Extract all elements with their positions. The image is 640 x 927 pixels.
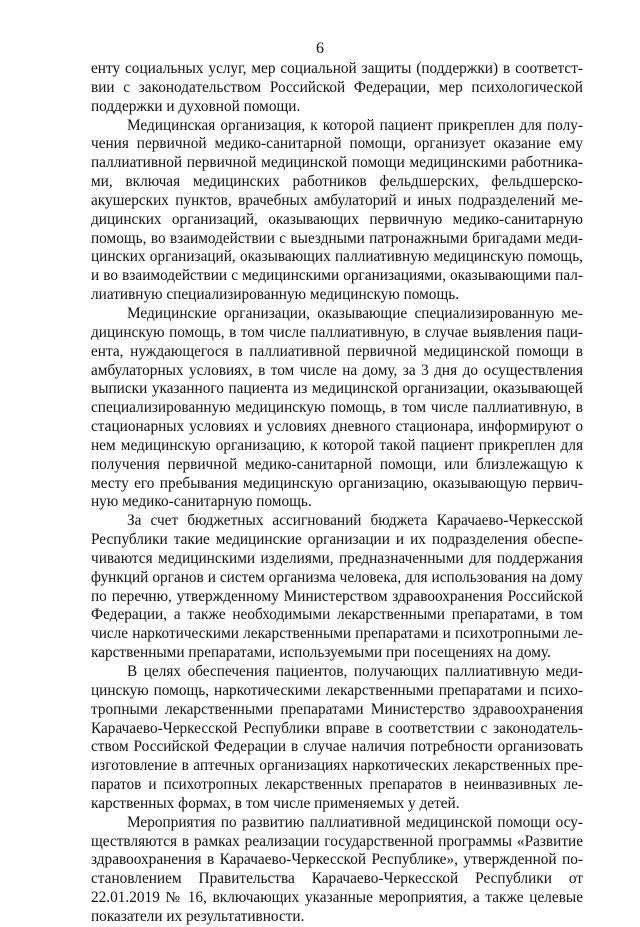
page-number: 6	[316, 40, 324, 57]
text-line: дицинскую помощь, в том числе паллиативную, в случае выявления паци-	[91, 323, 583, 341]
text-line: ми, включая медицинских работников фельдшерских, фельдшерско-	[91, 173, 583, 191]
text-line: и во взаимодействии с медицинскими организациями, оказывающими пал-	[91, 267, 583, 285]
text-line: лиативную специализированную медицинскую помощь.	[91, 286, 460, 304]
text-line: поддержки и духовной помощи.	[91, 97, 301, 115]
text-line: ществляются в рамках реализации государственной программы «Развитие	[91, 832, 583, 850]
text-line: становлением Правительства Карачаево-Черкесской Республики от	[91, 870, 583, 888]
text-line: Карачаево-Черкесской Республики вправе в соответствии с законодатель-	[91, 719, 583, 737]
paragraph	[91, 512, 583, 663]
text-line: 22.01.2019 № 16, включающих указанные мероприятия, а также целевые	[91, 889, 583, 907]
text-line: здравоохранения в Карачаево-Черкесской Республике», утвержденной по-	[91, 851, 583, 869]
text-line: тропными лекарственными препаратами Министерство здравоохранения	[91, 700, 583, 718]
paragraph	[91, 305, 583, 512]
text-line: числе наркотическими лекарственными препаратами и психотропными ле-	[91, 625, 583, 643]
text-line: цинских организаций, оказывающих паллиативную медицинскую помощь,	[91, 248, 583, 266]
text-line: ента, нуждающегося в паллиативной первичной медицинской помощи в	[91, 342, 583, 360]
text-line: Федерации, а также необходимыми лекарственными препаратами, в том	[91, 606, 583, 624]
text-line: выписки указанного пациента из медицинской организации, оказывающей	[91, 380, 583, 398]
text-line: функций органов и систем организма человека, для использования на дому	[91, 568, 583, 586]
paragraph	[91, 814, 583, 927]
text-line: карственных формах, в том числе применяемых у детей.	[91, 794, 460, 812]
text-line: ством Российской Федерации в случае наличия потребности организовать	[91, 738, 583, 756]
document-body	[91, 60, 583, 927]
text-line: Мероприятия по развитию паллиативной медицинской помощи осу-	[127, 813, 583, 831]
text-line: месту его пребывания медицинскую организацию, оказывающую первич-	[91, 474, 583, 492]
paragraph	[91, 663, 583, 814]
text-line: акушерских пунктов, врачебных амбулаторий и иных подразделений ме-	[91, 191, 583, 209]
text-line: чиваются медицинскими изделиями, предназначенными для поддержания	[91, 549, 583, 567]
paragraph	[91, 117, 583, 305]
text-line: За счет бюджетных ассигнований бюджета Карачаево-Черкесской	[127, 512, 583, 530]
text-line: Медицинские организации, оказывающие специализированную ме-	[127, 304, 583, 322]
text-line: Республики такие медицинские организации и их подразделения обеспе-	[91, 531, 583, 549]
text-line: специализированную медицинскую помощь, в том числе паллиативную, в	[91, 399, 583, 417]
text-line: изготовление в аптечных организациях наркотических лекарственных пре-	[91, 757, 583, 775]
text-line: паллиативной первичной медицинской помощи медицинскими работника-	[91, 154, 583, 172]
text-line: дицинских организаций, оказывающих первичную медико-санитарную	[91, 210, 583, 228]
text-line: цинскую помощь, наркотическими лекарственными препаратами и психо-	[91, 681, 583, 699]
text-line: ную медико-санитарную помощь.	[91, 493, 312, 511]
text-line: амбулаторных условиях, в том числе на дому, за 3 дня до осуществления	[91, 361, 583, 379]
text-line: паратов и психотропных лекарственных препаратов в неинвазивных ле-	[91, 776, 583, 794]
text-line: карственными препаратами, используемыми при посещениях на дому.	[91, 644, 551, 662]
text-line: получения первичной медико-санитарной помощи, или близлежащую к	[91, 455, 583, 473]
text-line: стационарных условиях и условиях дневного стационара, информируют о	[91, 418, 583, 436]
text-line: Медицинская организация, к которой пациент прикреплен для полу-	[127, 116, 583, 134]
text-line: енту социальных услуг, мер социальной защиты (поддержки) в соответст-	[91, 60, 583, 77]
text-line: нем медицинскую организацию, к которой такой пациент прикреплен для	[91, 436, 583, 454]
text-line: по перечню, утвержденному Министерством здравоохранения Российской	[91, 587, 583, 605]
text-line: помощь, во взаимодействии с выездными патронажными бригадами меди-	[91, 229, 583, 247]
text-line: чения первичной медико-санитарной помощи, организует оказание ему	[91, 135, 583, 153]
text-line: вии с законодательством Российской Федерации, мер психологической	[91, 78, 583, 96]
text-line: В целях обеспечения пациентов, получающих паллиативную меди-	[127, 663, 583, 680]
paragraph	[91, 60, 583, 117]
text-line: показатели их результативности.	[91, 907, 305, 925]
